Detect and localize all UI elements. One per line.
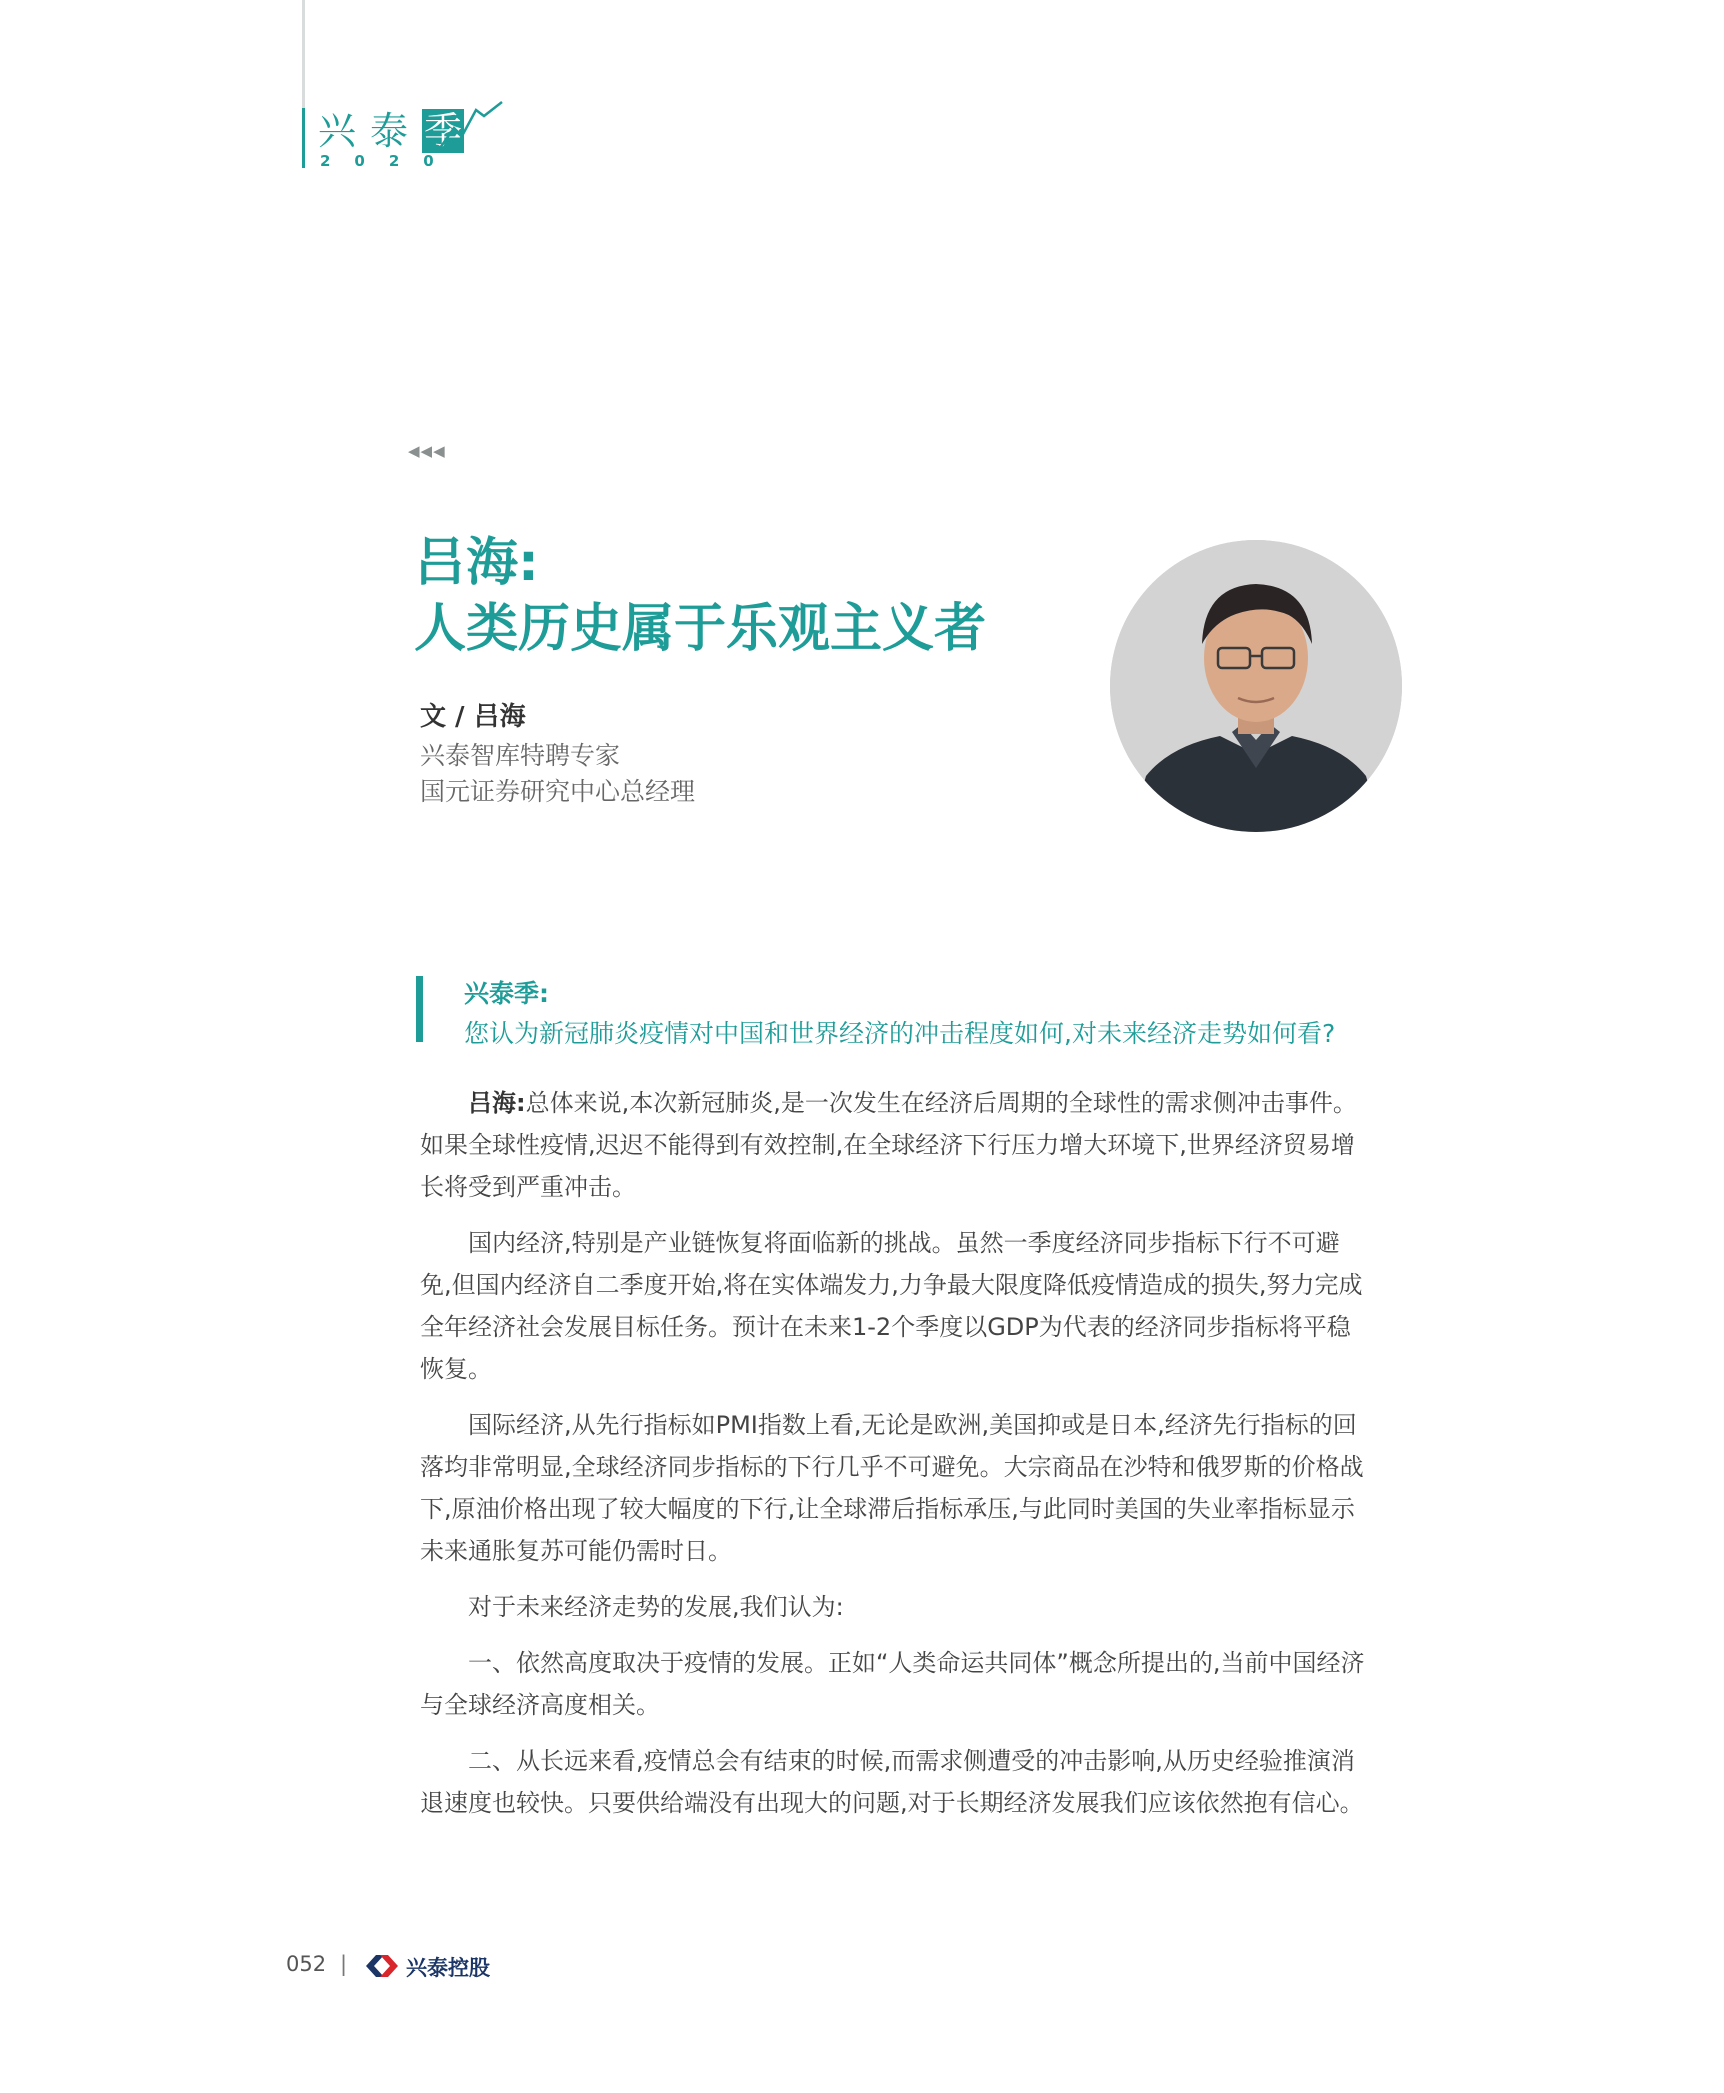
answer-body <box>420 1082 1366 1838</box>
answer-paragraph-5: 一、依然高度取决于疫情的发展。正如“人类命运共同体”概念所提出的,当前中国经济与全球经济高度相关。 <box>420 1649 1365 1719</box>
footer-separator: | <box>340 1952 348 1976</box>
page-number: 052 <box>286 1952 327 1976</box>
article-title-line-1: 吕海: <box>414 533 539 593</box>
company-logo-icon <box>362 1951 402 1981</box>
answer-paragraph-3: 国际经济,从先行指标如PMI指数上看,无论是欧洲,美国抑或是日本,经济先行指标的回落均非常明显,全球经济同步指标的下行几乎不可避免。大宗商品在沙特和俄罗斯的价格战下,原油价格出现了较大幅度的下行,让全球滞后指标承压,与此同时美国的失业率指标显示未来通胀复苏可能仍需时日。 <box>420 1411 1364 1565</box>
back-arrows-icon: ◀◀◀ <box>408 442 446 460</box>
header-vertical-rule <box>302 0 305 168</box>
author-role-1: 兴泰智库特聘专家 <box>420 741 621 770</box>
answer-paragraph-2: 国内经济,特别是产业链恢复将面临新的挑战。虽然一季度经济同步指标下行不可避免,但国内经济自二季度开始,将在实体端发力,力争最大限度降低疫情造成的损失,努力完成全年经济社会发展目标任务。预计在未来1-2个季度以GDP为代表的经济同步指标将平稳恢复。 <box>420 1229 1363 1383</box>
article-title-line-2: 人类历史属于乐观主义者 <box>414 599 987 659</box>
question-label: 兴泰季: <box>464 979 549 1008</box>
magazine-name-char-2: 泰 <box>370 109 423 153</box>
answer-paragraph-1 <box>420 1082 1366 1208</box>
answer-paragraph-1-text: 总体来说,本次新冠肺炎,是一次发生在经济后周期的全球性的需求侧冲击事件。如果全球性疫情,迟迟不能得到有效控制,在全球经济下行压力增大环境下,世界经济贸易增长将受到严重冲击。 <box>420 1089 1357 1201</box>
author-byline: 文 / 吕海 <box>420 702 526 732</box>
author-portrait <box>1110 540 1402 832</box>
company-brand-name: 兴泰控股 <box>406 1956 490 1980</box>
author-role-2: 国元证券研究中心总经理 <box>420 777 696 806</box>
answer-paragraph-4: 对于未来经济走势的发展,我们认为: <box>468 1593 844 1621</box>
article-title <box>414 530 986 662</box>
header-rule-accent <box>302 108 305 168</box>
author-portrait-illustration <box>1110 540 1402 832</box>
question-accent-bar <box>416 976 423 1042</box>
magazine-year: 2020 <box>320 152 458 170</box>
page-footer <box>286 1950 586 1984</box>
magazine-name-char-3: 季 <box>424 109 463 153</box>
magazine-logo <box>318 96 508 176</box>
question-text: 您认为新冠肺炎疫情对中国和世界经济的冲击程度如何,对未来经济走势如何看? <box>464 1019 1336 1048</box>
answer-paragraph-6: 二、从长远来看,疫情总会有结束的时候,而需求侧遭受的冲击影响,从历史经验推演消退速度也较快。只要供给端没有出现大的问题,对于长期经济发展我们应该依然抱有信心。 <box>420 1747 1364 1817</box>
answer-speaker: 吕海: <box>468 1089 526 1117</box>
magazine-name-char-1: 兴 <box>318 109 371 153</box>
trend-line-icon <box>436 100 506 152</box>
